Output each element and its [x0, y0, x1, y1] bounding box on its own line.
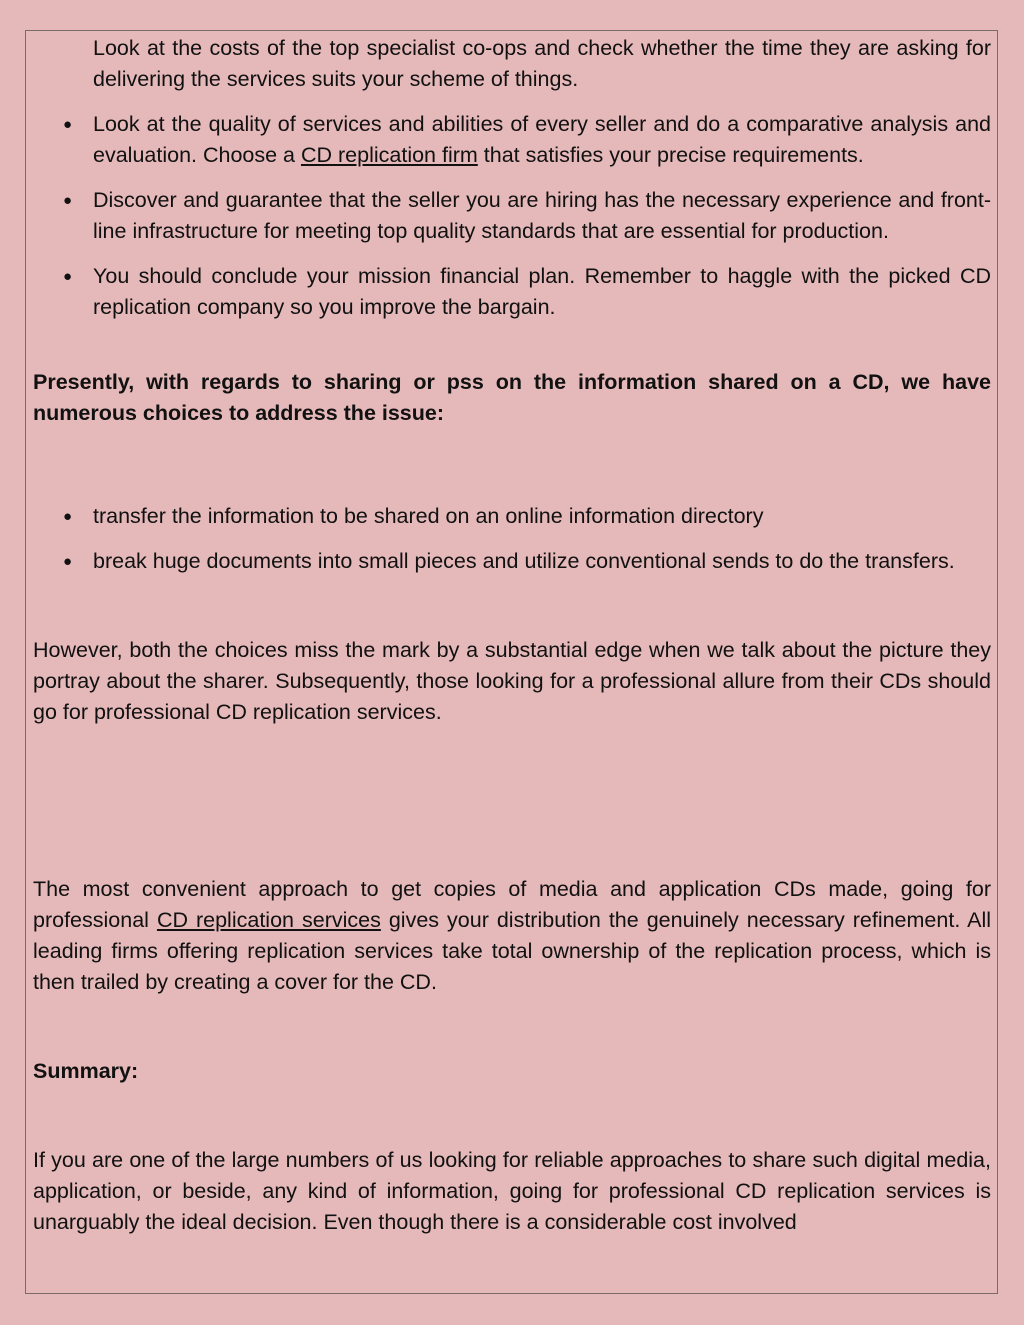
convenient-approach-paragraph [33, 874, 991, 998]
bullet-icon: ● [63, 116, 73, 133]
bullet-text: Discover and guarantee that the seller you are hiring has the necessary experience and front-line infrastructure for meeting top quality standards that are essential for production. [93, 188, 991, 243]
however-paragraph: However, both the choices miss the mark by a substantial edge when we talk about the picture they portray about the sharer. Subsequently, those looking for a professional allure from their CDs should go for professional CD replication services. [33, 638, 991, 724]
paragraph-text-before-link: The most convenient approach to get copies of media and application CDs made, going for professional [33, 877, 991, 932]
summary-heading: Summary: [33, 1059, 139, 1083]
bullet-icon: ● [63, 192, 73, 209]
bullet-text: break huge documents into small pieces and utilize conventional sends to do the transfers. [93, 549, 955, 573]
bullet-text: transfer the information to be shared on an online information directory [93, 504, 764, 528]
choices-intro-heading: Presently, with regards to sharing or pss on the information shared on a CD, we have numerous choices to address the issue: [33, 370, 991, 425]
document-body [33, 33, 991, 1238]
bullet-item-online-directory [33, 501, 991, 532]
paragraph-text-after-link: gives your distribution the genuinely necessary refinement. All leading firms offering replication services take total ownership of the replication process, which is then trailed by creating a cover for the CD. [33, 908, 991, 994]
cd-replication-firm-link[interactable]: CD replication firm [300, 143, 478, 167]
bullet-text-before-link: Look at the quality of services and abilities of every seller and do a comparative analysis and evaluation. Choose a [93, 112, 991, 167]
bullet-item-experience [33, 185, 991, 247]
bullet-text: You should conclude your mission financial plan. Remember to haggle with the picked CD replication company so you improve the bargain. [93, 264, 991, 319]
bullet-item-break-documents [33, 546, 991, 577]
bullet-icon: ● [63, 553, 73, 570]
bullet-item-financial-plan [33, 261, 991, 323]
bullet-item-quality [33, 109, 991, 171]
bullet-text-after-link: that satisfies your precise requirements. [477, 143, 864, 167]
cd-replication-services-link[interactable]: CD replication services [156, 908, 381, 932]
bullet-icon: ● [63, 268, 73, 285]
intro-continuation-paragraph: Look at the costs of the top specialist co-ops and check whether the time they are asking for delivering the services suits your scheme of things. [93, 36, 991, 91]
criteria-bullet-list [33, 109, 991, 323]
page-frame [25, 30, 998, 1294]
choices-bullet-list [33, 501, 991, 577]
bullet-icon: ● [63, 508, 73, 525]
summary-paragraph: If you are one of the large numbers of us looking for reliable approaches to share such digital media, application, or beside, any kind of information, going for professional CD replication services is unarguably the ideal decision. Even though there is a considerable cost involved [33, 1148, 991, 1234]
